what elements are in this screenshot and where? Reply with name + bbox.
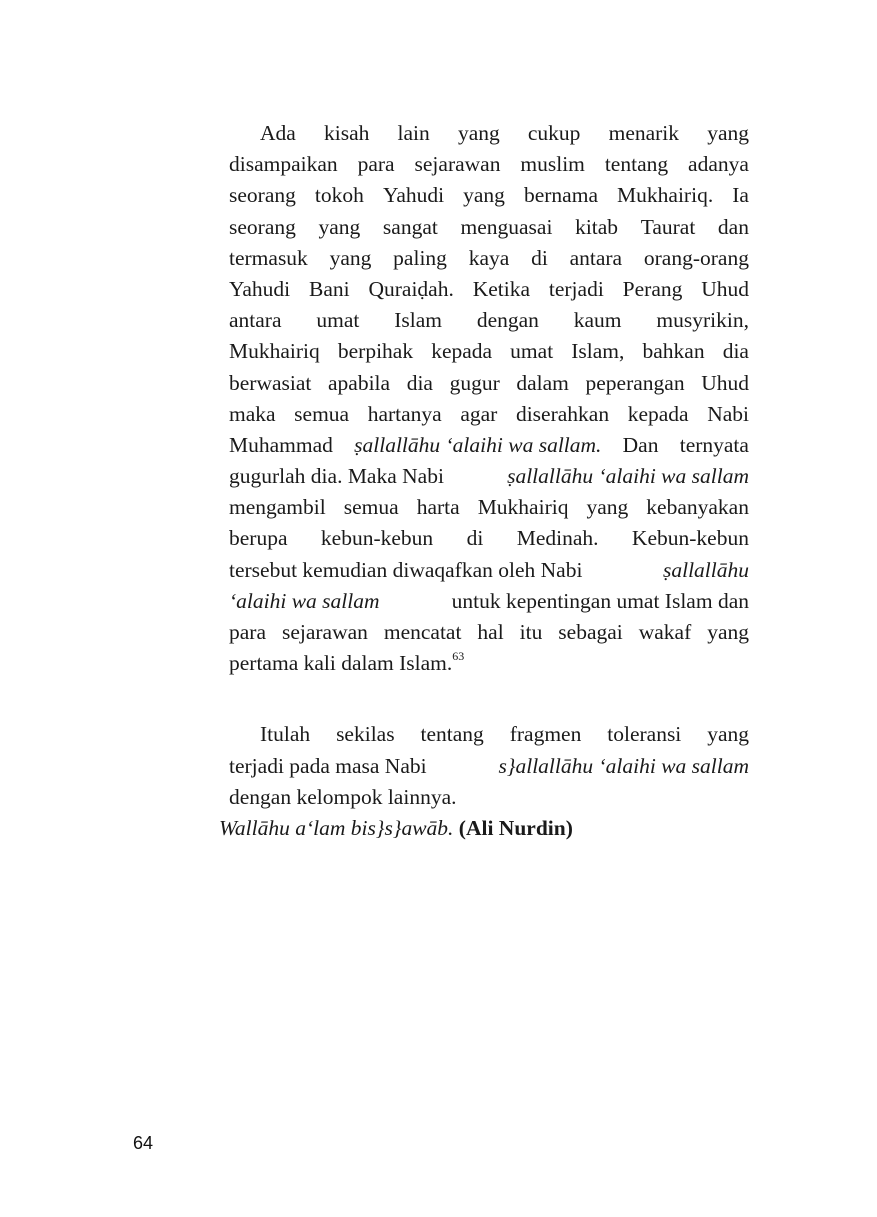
text-line [229,368,749,399]
honorific-phrase: s}allallāhu ‘alaihi wa sallam [498,753,749,778]
word: seorang [229,183,296,208]
word: Quraiḍah. [368,276,454,301]
paragraph-2 [229,719,749,813]
word: kepada [431,339,493,364]
word: Bani [309,276,350,301]
word: muslim [520,152,585,177]
text-line [229,782,749,813]
word: lain [397,121,430,145]
closing-line [219,813,573,844]
word: semua [343,495,399,520]
word: fragmen [509,722,582,747]
word: antara [569,245,623,270]
word: sangat [382,214,438,239]
text-line [229,305,749,336]
text-line [229,751,749,782]
word: para [357,152,395,177]
closing-phrase: Wallāhu a‘lam bis}s}awāb. [219,816,454,840]
text-segment: pertama kali dalam Islam. [229,651,453,676]
page-number: 64 [133,1133,154,1153]
word: orang-orang [643,245,749,270]
word: sejarawan [414,152,501,177]
word: peperangan [585,370,685,395]
text-segment: Dan [622,432,659,457]
word: kebanyakan [646,495,749,520]
honorific-phrase: ṣallallāhu ‘alaihi wa sallam [507,464,749,489]
word: hartanya [367,401,442,426]
word: bernama [523,183,598,208]
word: Yahudi [229,276,291,301]
word: Kebun-kebun [631,526,749,551]
word: cukup [527,121,581,145]
word: Medinah. [516,526,599,551]
word: itu [519,620,543,644]
text-line [229,461,749,492]
word: bahkan [642,339,705,364]
word: sekilas [336,722,395,747]
word: disampaikan [229,152,338,177]
text-line [229,274,749,305]
text-line [229,399,749,430]
text-line [229,617,749,648]
word: toleransi [607,722,682,747]
word: gugur [449,370,500,395]
paragraph-spacer [229,679,749,719]
text-line [229,523,749,554]
word: tentang [420,722,484,747]
word: agar [460,401,498,426]
word: para [229,620,266,644]
word: hal [477,620,504,644]
word: Islam, [571,339,625,364]
word: kebun-kebun [320,526,434,551]
word: menarik [608,121,680,145]
text-segment: terjadi pada masa Nabi [229,753,427,778]
text-line [229,719,749,750]
word: kaya [468,245,510,270]
word: Ketika [472,276,531,301]
word: dalam [516,370,569,395]
word: umat [316,308,360,333]
honorific-phrase: ‘alaihi wa sallam [229,588,380,613]
word: yang [707,722,749,747]
word: yang [707,620,749,644]
text-line [229,492,749,523]
word: antara [229,308,282,333]
word: diserahkan [515,401,610,426]
text-line [229,648,749,679]
word: Yahudi [382,183,445,208]
word: terjadi [548,276,604,301]
text-line [229,586,749,617]
word: berwasiat [229,370,312,395]
honorific-phrase: ṣallallāhu [662,557,749,582]
word: kisah [323,121,370,145]
word: sejarawan [281,620,368,644]
word: mencatat [383,620,462,644]
word: Mukhairiq [229,339,320,364]
word: yang [707,121,749,145]
word: Mukhairiq [477,495,569,520]
text-segment: Muhammad [229,432,333,457]
paragraph-1 [229,118,749,679]
word: yang [463,183,505,208]
word: tokoh [314,183,364,208]
word: dia [406,370,433,395]
word: musyrikin, [656,308,749,333]
word: harta [416,495,460,520]
word: tentang [604,152,669,177]
word: yang [329,245,372,270]
word: semua [294,401,350,426]
word: termasuk [229,245,308,270]
word: di [466,526,484,551]
text-line [229,555,749,586]
word: di [531,245,548,270]
word: menguasai [460,214,553,239]
author-name: (Ali Nurdin) [458,816,573,840]
word: yang [457,121,500,145]
text-line [229,430,749,461]
word: Nabi [707,401,749,426]
word: adanya [688,152,749,177]
text-line [229,212,749,243]
word: Ia [732,183,749,208]
text-line [229,336,749,367]
honorific-phrase: ṣallallāhu ‘alaihi wa sallam. [354,432,602,457]
footnote-marker[interactable]: 63 [452,649,465,664]
word: Islam [394,308,442,333]
text-line [229,243,749,274]
word: maka [229,401,276,426]
text-segment: ternyata [679,432,749,457]
word: yang [318,214,361,239]
text-line [229,180,749,211]
text-segment: dengan kelompok lainnya. [229,784,457,809]
word: apabila [328,370,391,395]
word: berupa [229,526,288,551]
word: seorang [229,214,296,239]
word: kepada [627,401,689,426]
word: berpihak [337,339,414,364]
word: Taurat [640,214,696,239]
word: sebagai [558,620,623,644]
word: dengan [476,308,539,333]
word: wakaf [638,620,692,644]
text-segment: untuk kepentingan umat Islam dan [451,588,749,613]
word: mengambil [229,495,326,520]
word: umat [510,339,554,364]
word: yang [586,495,629,520]
text-line [229,149,749,180]
word: Perang [622,276,683,301]
word: Uhud [701,276,749,301]
word: Uhud [701,370,749,395]
word: dan [717,214,749,239]
word: Itulah [260,722,311,747]
word: kaum [573,308,622,333]
word: paling [393,245,447,270]
text-segment: gugurlah dia. Maka Nabi [229,464,444,489]
word: Mukhairiq. [617,183,714,208]
text-segment: tersebut kemudian diwaqafkan oleh Nabi [229,557,583,582]
text-line [229,118,749,149]
body-text [229,118,749,813]
word: dia [722,339,749,364]
word: kitab [575,214,619,239]
word: Ada [260,121,296,145]
